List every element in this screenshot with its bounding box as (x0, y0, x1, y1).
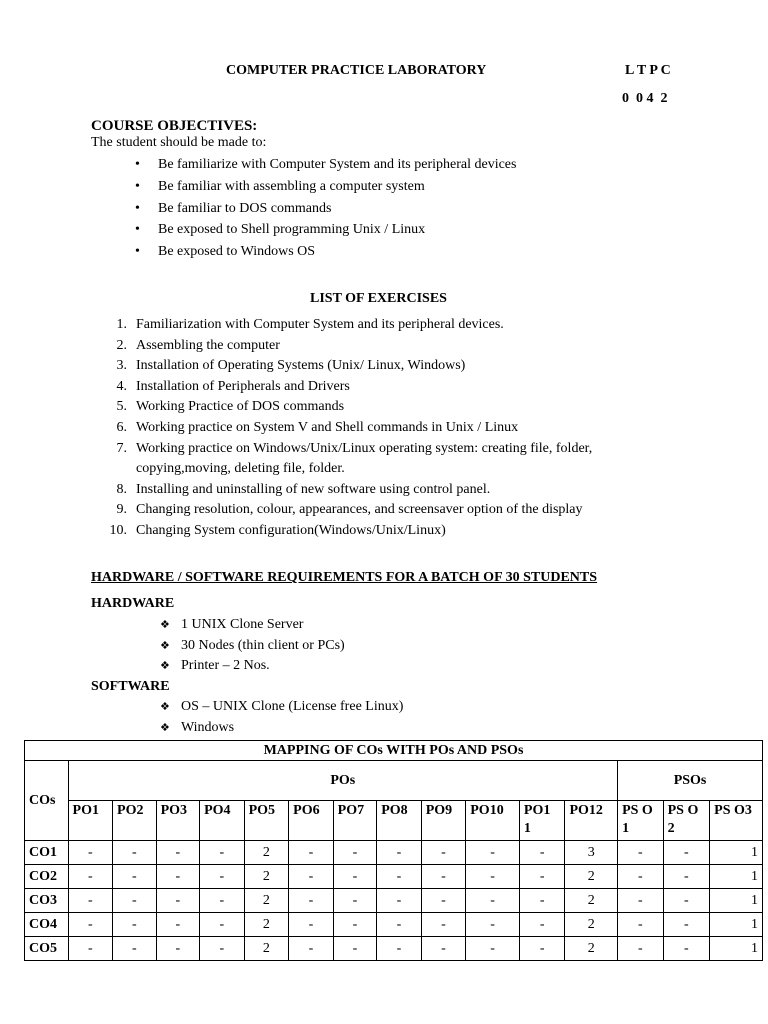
exercise-item (105, 521, 665, 542)
exercise-text: Working Practice of DOS commands (136, 399, 345, 415)
column-header: PS O3 (710, 801, 763, 841)
objective-item: • Be familiar to DOS commands (135, 198, 516, 220)
table-cell: - (156, 865, 200, 889)
exercise-item (105, 336, 665, 357)
exercise-text: Assembling the computer (136, 337, 280, 353)
table-cell: - (421, 913, 466, 937)
exercise-text: Working practice on Windows/Unix/Linux operating system: creating file, folder, copying,moving, deleting file, folder. (136, 440, 593, 477)
exercise-number: 7. (116, 440, 127, 456)
column-header: PO10 (466, 801, 520, 841)
table-cell: - (618, 913, 664, 937)
exercise-item (105, 418, 665, 439)
table-cell: 2 (244, 889, 289, 913)
column-header: PO1 1 (519, 801, 565, 841)
table-cell: 1 (710, 889, 763, 913)
table-cell: - (466, 937, 520, 961)
exercise-item (105, 356, 665, 377)
table-cell: - (333, 841, 377, 865)
table-cell: - (466, 913, 520, 937)
table-cell: - (200, 865, 245, 889)
exercise-text: Installation of Operating Systems (Unix/ Linux, Windows) (136, 358, 466, 374)
table-cell: 1 (710, 913, 763, 937)
table-cell: 1 (710, 865, 763, 889)
exercise-number: 4. (116, 378, 127, 394)
table-cell: 2 (244, 913, 289, 937)
exercise-item (105, 397, 665, 418)
table-row (25, 889, 763, 913)
exercise-item (105, 439, 665, 480)
table-cell: - (68, 937, 113, 961)
table-cell: - (663, 889, 710, 913)
course-title: COMPUTER PRACTICE LABORATORY (226, 63, 487, 78)
table-cell: 1 (710, 841, 763, 865)
table-cell: - (200, 889, 245, 913)
table-cell: - (113, 865, 157, 889)
table-cell: - (156, 889, 200, 913)
table-cell: 1 (710, 937, 763, 961)
table-cell: - (68, 865, 113, 889)
table-cell: - (113, 889, 157, 913)
table-cell: 3 (565, 841, 618, 865)
column-header: PO7 (333, 801, 377, 841)
table-cell: - (156, 937, 200, 961)
exercise-number: 1. (116, 317, 127, 332)
table-cell: - (663, 841, 710, 865)
software-heading: SOFTWARE (91, 679, 170, 694)
table-cell: - (113, 937, 157, 961)
exercise-number: 8. (116, 481, 127, 497)
exercise-number: 5. (116, 399, 127, 415)
exercise-number: 9. (116, 502, 127, 518)
exercise-number: 6. (116, 419, 127, 435)
table-cell: - (113, 841, 157, 865)
table-cell: - (421, 841, 466, 865)
table-cell: - (289, 937, 334, 961)
exercise-text: Familiarization with Computer System and its peripheral devices. (136, 317, 504, 332)
software-item: ❖ OS – UNIX Clone (License free Linux) (160, 697, 403, 718)
column-header: PO4 (200, 801, 245, 841)
table-cell: - (466, 841, 520, 865)
exercise-text: Working practice on System V and Shell commands in Unix / Linux (136, 419, 519, 435)
table-cell: - (68, 841, 113, 865)
column-header: PS O1 (618, 801, 664, 841)
table-cell: - (466, 889, 520, 913)
table-cell: - (663, 913, 710, 937)
table-cell: - (519, 889, 565, 913)
table-cell: - (289, 841, 334, 865)
exercise-item (105, 500, 665, 521)
co-label: CO3 (25, 889, 69, 913)
table-cell: - (377, 841, 422, 865)
exercises-list (105, 315, 665, 542)
exercises-heading: LIST OF EXERCISES (310, 291, 447, 306)
table-cell: - (333, 913, 377, 937)
table-cell: - (519, 937, 565, 961)
exercise-number: 3. (116, 358, 127, 374)
column-header: PS O2 (663, 801, 710, 841)
co-label: CO4 (25, 913, 69, 937)
column-header: PO2 (113, 801, 157, 841)
column-header: PO3 (156, 801, 200, 841)
table-cell: 2 (565, 889, 618, 913)
table-cell: - (519, 865, 565, 889)
pos-header: POs (68, 761, 618, 801)
column-header-row (25, 801, 763, 841)
exercise-number: 2. (116, 337, 127, 353)
table-row (25, 937, 763, 961)
table-cell: - (333, 865, 377, 889)
table-cell: - (663, 865, 710, 889)
objective-item: • Be familiar with assembling a computer system (135, 176, 516, 198)
table-cell: - (289, 913, 334, 937)
table-cell: - (289, 865, 334, 889)
exercise-item (105, 480, 665, 501)
table-cell: - (156, 841, 200, 865)
hardware-heading: HARDWARE (91, 596, 175, 611)
ltpc-label: L T P C (625, 63, 671, 78)
table-cell: 2 (244, 937, 289, 961)
psos-header: PSOs (618, 761, 763, 801)
objective-item: • Be exposed to Shell programming Unix / Linux (135, 219, 516, 241)
table-cell: - (200, 913, 245, 937)
table-cell: - (377, 913, 422, 937)
table-cell: 2 (565, 937, 618, 961)
hardware-item: ❖ 1 UNIX Clone Server (160, 615, 345, 636)
table-cell: - (466, 865, 520, 889)
objectives-list (135, 154, 516, 263)
table-cell: - (663, 937, 710, 961)
table-cell: - (519, 913, 565, 937)
table-cell: - (377, 865, 422, 889)
objective-item: • Be exposed to Windows OS (135, 241, 516, 263)
column-header: PO5 (244, 801, 289, 841)
exercise-text: Installation of Peripherals and Drivers (136, 378, 350, 394)
software-list (160, 697, 403, 738)
table-cell: - (377, 937, 422, 961)
column-header: PO12 (565, 801, 618, 841)
table-row (25, 913, 763, 937)
exercise-text: Changing System configuration(Windows/Unix/Linux) (136, 522, 446, 538)
table-cell: 2 (565, 913, 618, 937)
exercise-item (105, 315, 665, 336)
requirements-heading: HARDWARE / SOFTWARE REQUIREMENTS FOR A BATCH OF 30 STUDENTS (91, 570, 598, 585)
objective-item: • Be familiarize with Computer System and its peripheral devices (135, 154, 516, 176)
table-cell: - (68, 913, 113, 937)
column-header: PO8 (377, 801, 422, 841)
table-cell: - (333, 937, 377, 961)
table-cell: - (618, 865, 664, 889)
mapping-title: MAPPING OF COs WITH POs AND PSOs (25, 741, 763, 761)
exercise-text: Installing and uninstalling of new software using control panel. (136, 481, 491, 497)
table-cell: - (156, 913, 200, 937)
table-cell: - (421, 865, 466, 889)
table-cell: - (618, 937, 664, 961)
table-row (25, 865, 763, 889)
mapping-table (24, 740, 763, 961)
table-cell: - (618, 841, 664, 865)
table-cell: - (200, 841, 245, 865)
table-cell: - (68, 889, 113, 913)
software-item: ❖ Windows (160, 718, 403, 739)
table-cell: - (333, 889, 377, 913)
objectives-intro: The student should be made to: (91, 135, 267, 150)
table-row (25, 841, 763, 865)
table-cell: - (377, 889, 422, 913)
cos-header: COs (25, 761, 69, 841)
hardware-item: ❖ Printer – 2 Nos. (160, 656, 345, 677)
table-cell: - (519, 841, 565, 865)
table-cell: 2 (244, 841, 289, 865)
table-cell: - (421, 937, 466, 961)
table-cell: 2 (244, 865, 289, 889)
co-label: CO5 (25, 937, 69, 961)
exercise-item (105, 377, 665, 398)
table-cell: - (421, 889, 466, 913)
table-cell: - (618, 889, 664, 913)
column-header: PO1 (68, 801, 113, 841)
co-label: CO1 (25, 841, 69, 865)
table-cell: - (200, 937, 245, 961)
objectives-heading: COURSE OBJECTIVES: (91, 118, 258, 134)
table-cell: 2 (565, 865, 618, 889)
table-cell: - (113, 913, 157, 937)
table-cell: - (289, 889, 334, 913)
exercise-text: Changing resolution, colour, appearances, and screensaver option of the display (136, 502, 583, 518)
hardware-item: ❖ 30 Nodes (thin client or PCs) (160, 636, 345, 657)
co-label: CO2 (25, 865, 69, 889)
hardware-list (160, 615, 345, 677)
column-header: PO9 (421, 801, 466, 841)
column-header: PO6 (289, 801, 334, 841)
ltpc-values: 0 0 4 2 (622, 91, 668, 106)
exercise-number: 10. (109, 522, 127, 538)
